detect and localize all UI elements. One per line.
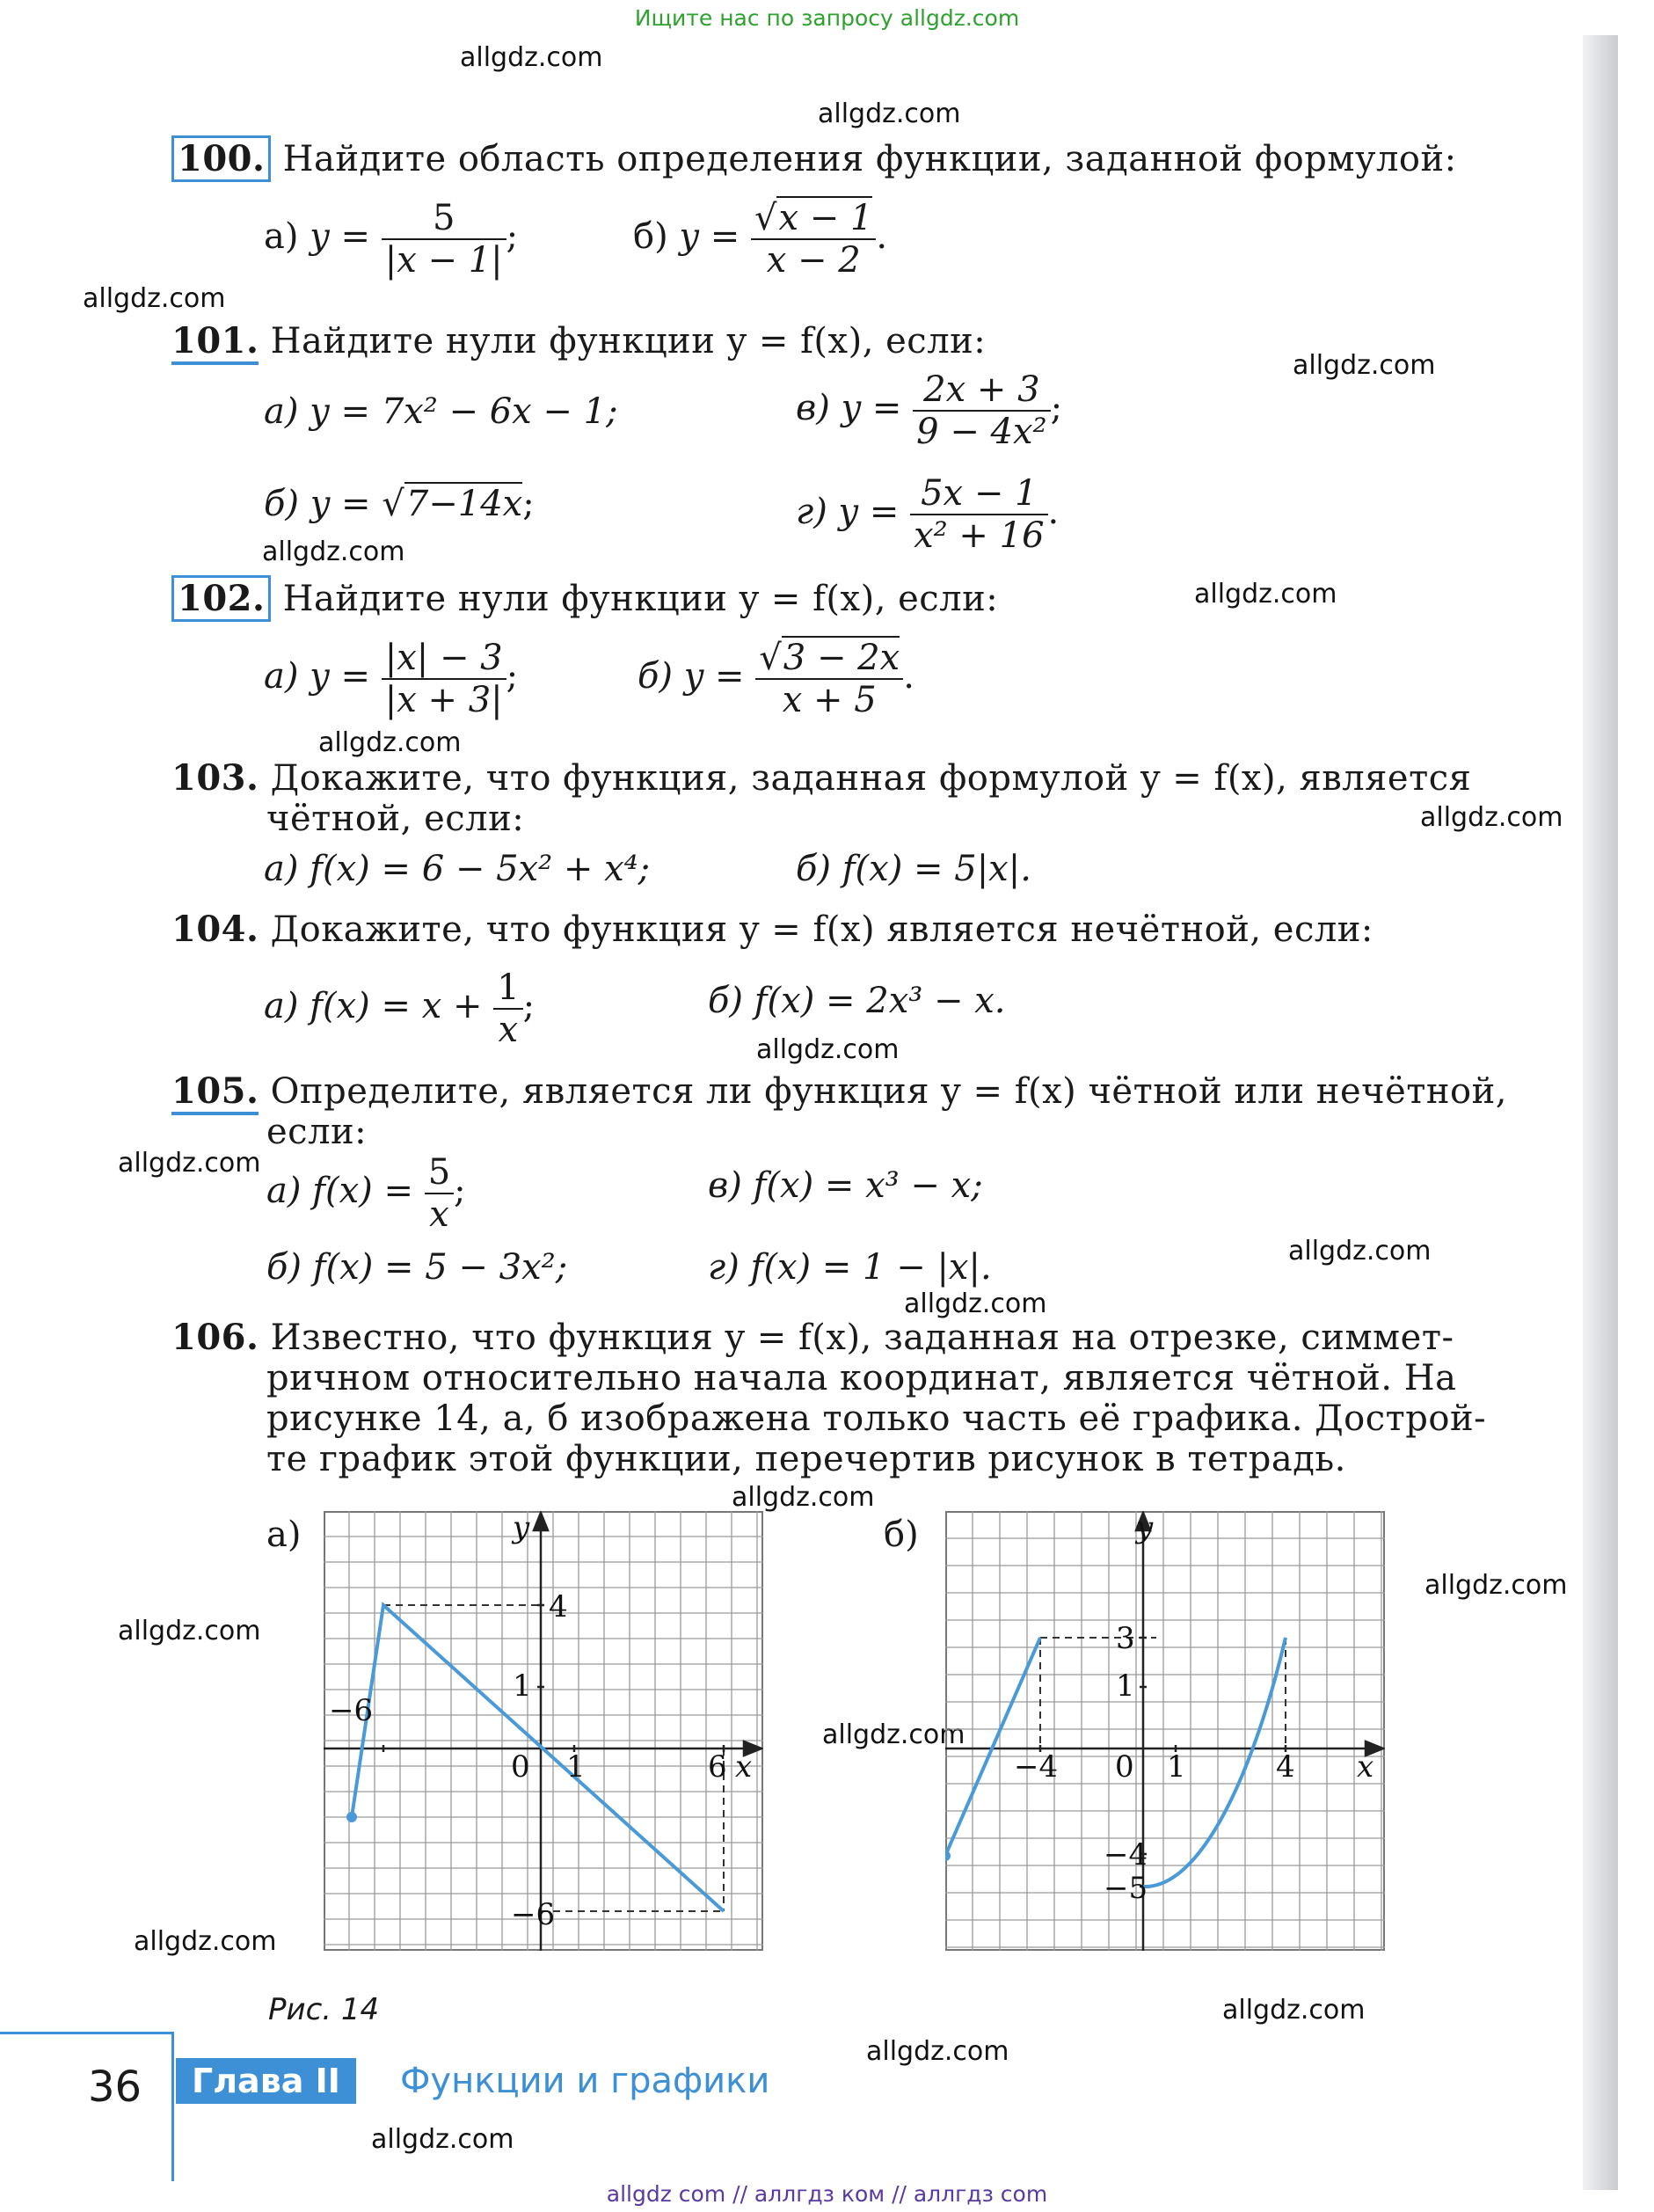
tick-label: −5 bbox=[1104, 1871, 1148, 1906]
problem-105-text-continued: если: bbox=[266, 1112, 368, 1152]
watermark: allgdz.com bbox=[118, 1616, 261, 1646]
tick-label: −6 bbox=[511, 1897, 556, 1932]
x-axis-label: x bbox=[1357, 1749, 1374, 1785]
tick-label: −4 bbox=[1104, 1837, 1148, 1873]
sqrt-icon: √ bbox=[754, 198, 777, 238]
watermark: allgdz.com bbox=[371, 2124, 514, 2155]
problem-104-text: Докажите, что функция y = f(x) является нечётной, если: bbox=[270, 909, 1373, 950]
watermark: allgdz.com bbox=[732, 1482, 875, 1513]
y-axis-arrow-icon bbox=[534, 1513, 548, 1530]
problem-106-line-1: Известно, что функция y = f(x), заданная на отрезке, симмет- bbox=[270, 1318, 1454, 1358]
watermark: allgdz.com bbox=[818, 99, 961, 129]
grid bbox=[945, 1511, 1385, 1951]
problem-101-text: Найдите нули функции y = f(x), если: bbox=[270, 321, 987, 361]
problem-105-statement bbox=[171, 1071, 1507, 1112]
chapter-title: Функции и графики bbox=[400, 2061, 770, 2101]
sqrt-icon: √ bbox=[382, 484, 404, 524]
problem-103-text: Докажите, что функция, заданная формулой y = f(x), является bbox=[270, 758, 1472, 799]
footer-rule-vertical bbox=[171, 2032, 174, 2181]
fraction: $\frac{|x| - 3}{|x + 3|}$ bbox=[382, 638, 506, 720]
tick-label: 6 bbox=[708, 1749, 727, 1785]
problem-101-a: а) y = 7x² − 6x − 1; bbox=[264, 391, 618, 432]
tick-label: 1 bbox=[1167, 1749, 1186, 1785]
figure-a-label: а) bbox=[266, 1515, 302, 1555]
problem-100-a: а) y = $\frac{5}{|x - 1|}$ ; bbox=[264, 198, 519, 281]
problem-106-line-2: ричном относительно начала координат, является чётной. На bbox=[266, 1358, 1457, 1398]
figure-b-graph bbox=[945, 1511, 1385, 1951]
problem-106-statement bbox=[171, 1318, 1454, 1358]
fraction: $\frac{5}{x}$ bbox=[425, 1152, 454, 1235]
problem-103-text-continued: чётной, если: bbox=[266, 799, 525, 839]
curve-endpoint bbox=[346, 1812, 357, 1822]
problem-100-number: 100. bbox=[171, 135, 271, 182]
tick-label: 0 bbox=[511, 1749, 530, 1785]
problem-102-text: Найдите нули функции y = f(x), если: bbox=[282, 579, 999, 619]
problem-106-line-4: те график этой функции, перечертив рисунок в тетрадь. bbox=[266, 1439, 1346, 1479]
problem-104-statement bbox=[171, 909, 1373, 950]
page-number: 36 bbox=[88, 2062, 142, 2112]
tick-label: 1 bbox=[513, 1668, 532, 1704]
problem-106-line-3: рисунке 14, а, б изображена только часть её графика. Дострой- bbox=[266, 1398, 1487, 1439]
problem-103-statement bbox=[171, 758, 1471, 799]
problem-101-number: 101. bbox=[171, 320, 259, 365]
tick-label: −6 bbox=[329, 1693, 374, 1728]
chapter-badge: Глава II bbox=[176, 2058, 356, 2104]
problem-102-statement bbox=[171, 579, 998, 619]
watermark: allgdz.com bbox=[1420, 802, 1563, 833]
problem-105-g: г) f(x) = 1 − |x|. bbox=[708, 1247, 992, 1288]
watermark: allgdz.com bbox=[118, 1148, 261, 1179]
tick-label: 1 bbox=[566, 1749, 586, 1785]
watermark: allgdz.com bbox=[262, 537, 405, 567]
problem-104-number: 104. bbox=[171, 909, 259, 950]
tick-label: 0 bbox=[1115, 1749, 1134, 1785]
problem-105-v: в) f(x) = x³ − x; bbox=[708, 1165, 983, 1206]
axes bbox=[945, 1513, 1383, 1951]
grid bbox=[324, 1511, 763, 1951]
problem-105-a: а) f(x) = $\frac{5}{x}$ ; bbox=[266, 1152, 466, 1235]
watermark: allgdz.com bbox=[822, 1719, 965, 1750]
problem-102-number: 102. bbox=[171, 575, 271, 622]
curve-endpoint bbox=[945, 1851, 951, 1861]
figure-a-graph bbox=[324, 1511, 763, 1951]
tick-label: 3 bbox=[1116, 1621, 1135, 1656]
function-curve bbox=[352, 1605, 724, 1911]
watermark: allgdz.com bbox=[1194, 579, 1337, 610]
figure-b-label: б) bbox=[884, 1515, 919, 1555]
x-axis-label: x bbox=[735, 1749, 753, 1785]
problem-101-b: б) y = √7−14x; bbox=[264, 484, 535, 524]
problem-105-number: 105. bbox=[171, 1070, 259, 1115]
watermark: allgdz.com bbox=[1424, 1570, 1568, 1601]
top-watermark[interactable]: Ищите нас по запросу allgdz.com bbox=[634, 5, 1020, 31]
problem-105-text: Определите, является ли функция y = f(x) чётной или нечётной, bbox=[270, 1071, 1507, 1112]
figure-caption: Рис. 14 bbox=[268, 1992, 380, 2027]
watermark: allgdz.com bbox=[1293, 350, 1436, 381]
problem-104-a: а) f(x) = x + $\frac{1}{x}$ ; bbox=[264, 967, 536, 1050]
y-axis-label: y bbox=[1136, 1511, 1154, 1545]
problem-102-b: б) y = $\frac{√3 - 2x}{x + 5}$ . bbox=[638, 638, 914, 720]
page-edge-shadow bbox=[1583, 35, 1618, 2190]
tick-label: −4 bbox=[1014, 1749, 1059, 1785]
problem-100-b: б) y = $\frac{√x - 1}{x - 2}$ . bbox=[633, 198, 888, 281]
problem-103-b: б) f(x) = 5|x|. bbox=[796, 849, 1031, 889]
problem-106-number: 106. bbox=[171, 1317, 259, 1358]
problem-101-g: г) y = $\frac{5x - 1}{\text{x² + 16}}$ . bbox=[796, 473, 1060, 556]
problem-104-b: б) f(x) = 2x³ − x. bbox=[708, 981, 1006, 1021]
function-curve-left bbox=[945, 1638, 1040, 1856]
watermark: allgdz.com bbox=[1222, 1995, 1366, 2026]
problem-101-v: в) y = $\frac{2x + 3}{\text{9 − 4x²}}$ ; bbox=[796, 369, 1063, 452]
problem-102-a: а) y = $\frac{|x| - 3}{|x + 3|}$ ; bbox=[264, 638, 519, 720]
problem-100-statement bbox=[171, 139, 1457, 179]
watermark: allgdz.com bbox=[866, 2036, 1009, 2067]
tick-label: 4 bbox=[1276, 1749, 1295, 1785]
fraction: $\frac{5x - 1}{\text{x² + 16}}$ bbox=[910, 473, 1047, 556]
y-axis-label: y bbox=[513, 1511, 530, 1545]
tick-label: 1 bbox=[1116, 1668, 1135, 1704]
problem-103-number: 103. bbox=[171, 757, 259, 799]
fraction: $\frac{2x + 3}{\text{9 − 4x²}}$ bbox=[913, 369, 1050, 452]
watermark: allgdz.com bbox=[460, 42, 603, 73]
watermark: allgdz.com bbox=[134, 1926, 277, 1957]
watermark: allgdz.com bbox=[756, 1034, 900, 1065]
problem-101-statement bbox=[171, 321, 986, 361]
footer-rule bbox=[0, 2032, 171, 2034]
fraction: $\frac{√x - 1}{x - 2}$ bbox=[751, 198, 876, 281]
watermark: allgdz.com bbox=[83, 283, 226, 314]
problem-103-a: а) f(x) = 6 − 5x² + x⁴; bbox=[264, 849, 651, 889]
bottom-watermark[interactable]: allgdz com // аллгдз ком // аллгдз com bbox=[606, 2181, 1048, 2207]
problem-105-b: б) f(x) = 5 − 3x²; bbox=[266, 1247, 568, 1288]
sqrt-icon: √ bbox=[759, 638, 782, 678]
fraction: $\frac{√3 - 2x}{x + 5}$ bbox=[755, 638, 903, 720]
watermark: allgdz.com bbox=[1288, 1236, 1432, 1267]
tick-label: 4 bbox=[549, 1589, 568, 1624]
fraction: $\frac{5}{|x - 1|}$ bbox=[382, 198, 506, 281]
watermark: allgdz.com bbox=[318, 727, 462, 758]
watermark: allgdz.com bbox=[904, 1289, 1047, 1319]
problem-100-text: Найдите область определения функции, заданной формулой: bbox=[282, 139, 1457, 179]
fraction: $\frac{1}{x}$ bbox=[493, 967, 522, 1050]
